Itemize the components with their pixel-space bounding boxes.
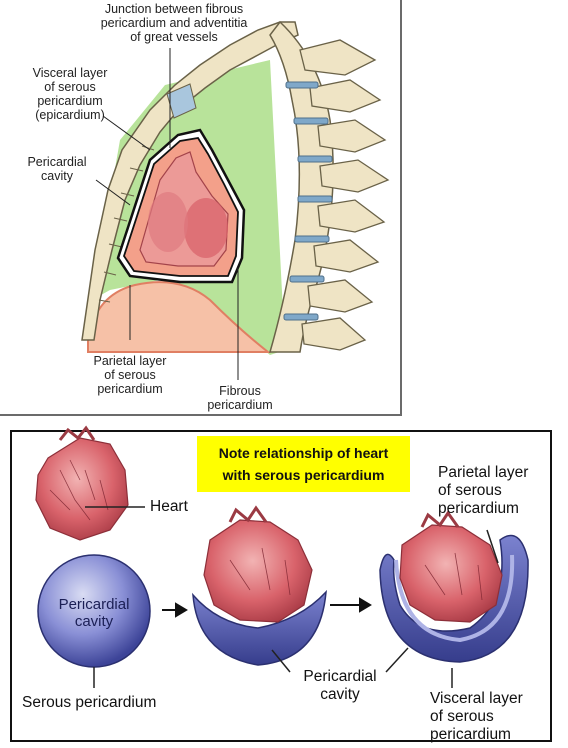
label-cavity-line: Pericardial xyxy=(27,155,87,169)
label-balloon-line: Pericardial xyxy=(58,596,130,613)
label-visceral-b-line: pericardium xyxy=(430,726,511,743)
label-parietal-line: pericardium xyxy=(97,382,163,396)
heart-in-sac xyxy=(193,508,326,665)
label-parietal-bottom xyxy=(438,464,548,518)
label-balloon-line: cavity xyxy=(74,613,114,630)
label-cavity-line: cavity xyxy=(41,169,73,183)
label-parietal-top xyxy=(80,354,180,396)
label-serous-pericardium: Serous pericardium xyxy=(22,694,157,711)
label-pericardial-cavity-bottom xyxy=(290,668,390,704)
label-parietal-b-line: of serous xyxy=(438,482,502,499)
label-visceral-b-line: of serous xyxy=(430,708,494,725)
label-parietal-line: Parietal layer xyxy=(93,354,167,368)
label-heart: Heart xyxy=(150,498,188,515)
label-fibrous-pericardium xyxy=(200,384,280,412)
label-visceral-b-line: Visceral layer xyxy=(430,690,523,707)
label-parietal-line: of serous xyxy=(104,368,156,382)
heart-wrapped xyxy=(380,513,528,662)
label-balloon-cavity xyxy=(44,596,144,630)
label-visceral-bottom xyxy=(430,690,548,744)
note-line: with serous pericardium xyxy=(222,467,385,483)
label-visceral-line: pericardium xyxy=(37,94,103,108)
label-parietal-b-line: Parietal layer xyxy=(438,464,529,481)
vertebral-column xyxy=(270,22,388,352)
label-parietal-b-line: pericardium xyxy=(438,500,519,517)
label-junction-line: of great vessels xyxy=(130,30,218,44)
label-pcavity-line: Pericardial xyxy=(303,668,377,685)
label-visceral-line: Visceral layer xyxy=(32,66,108,80)
label-fibrous-line: pericardium xyxy=(207,398,273,412)
label-visceral-epicardium xyxy=(20,66,120,122)
label-junction xyxy=(86,2,262,44)
label-pericardial-cavity-top xyxy=(20,155,94,183)
heart-illustration xyxy=(36,428,128,540)
label-fibrous-line: Fibrous xyxy=(219,384,261,398)
label-visceral-line: of serous xyxy=(44,80,96,94)
label-junction-line: Junction between fibrous xyxy=(104,2,244,16)
note-line: Note relationship of heart xyxy=(218,445,389,461)
label-junction-line: pericardium and adventitia xyxy=(100,16,248,30)
label-pcavity-line: cavity xyxy=(320,686,360,703)
label-visceral-line: (epicardium) xyxy=(35,108,105,122)
note-box xyxy=(197,436,410,492)
